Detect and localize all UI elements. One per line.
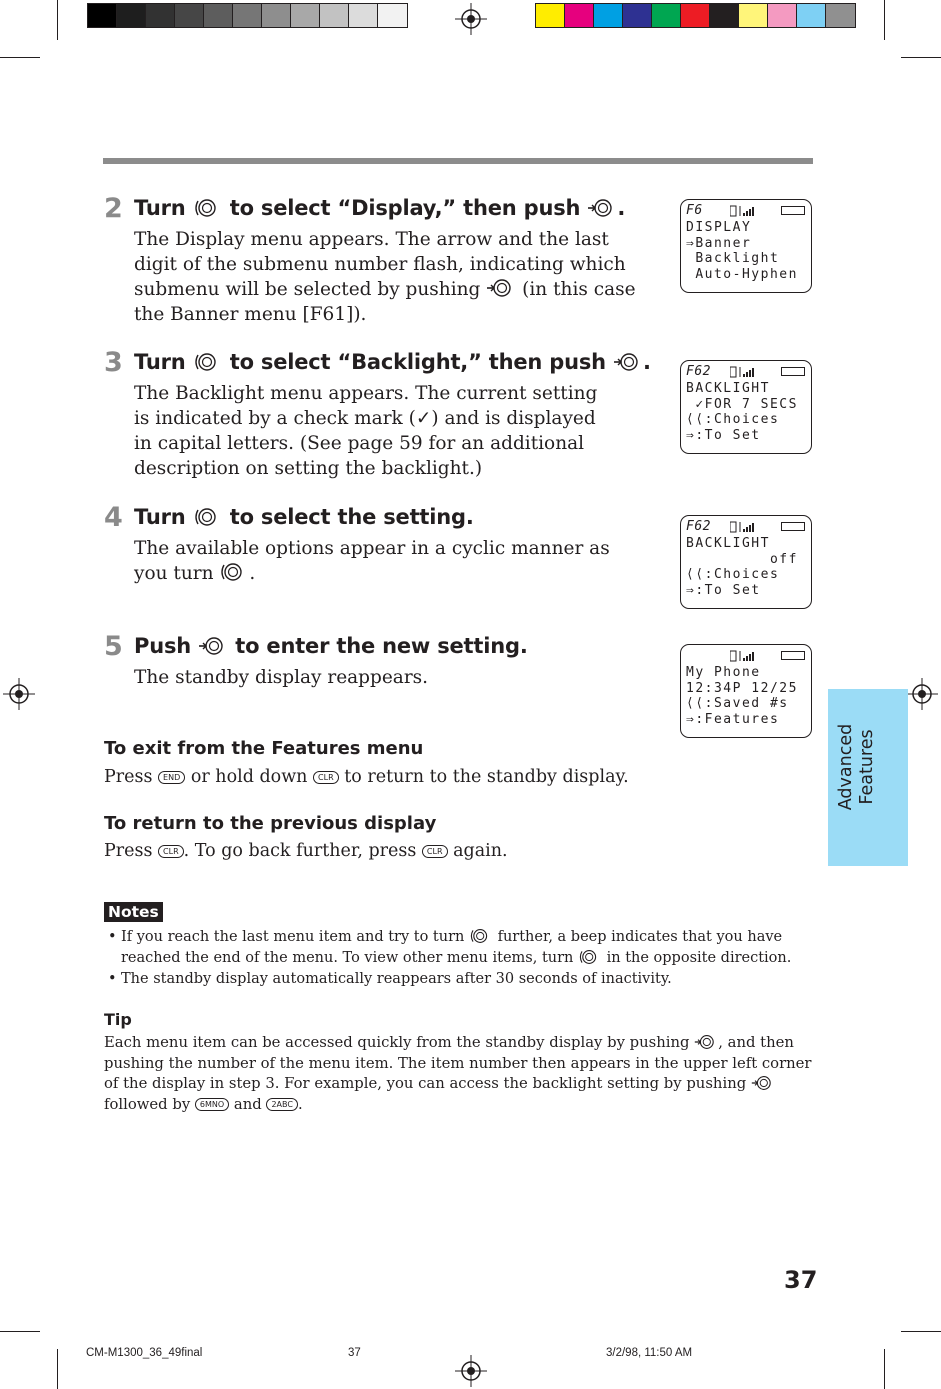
- lcd-line: ⇒:Features: [686, 711, 780, 727]
- color-swatch: [378, 4, 407, 27]
- color-swatch: [710, 4, 739, 27]
- heading-text: to enter the new setting.: [235, 634, 528, 658]
- crop-mark: [884, 0, 885, 40]
- step-body: [134, 536, 644, 586]
- color-swatch: [594, 4, 623, 27]
- clr-key-icon: CLR: [313, 771, 339, 784]
- body-text: . To go back further, press: [183, 841, 417, 861]
- step-heading: [134, 196, 625, 220]
- tip-text: .: [297, 1095, 303, 1113]
- crop-mark: [57, 0, 58, 40]
- back-paragraph: [104, 839, 508, 863]
- jog-dial-push-icon: [198, 636, 228, 656]
- jog-dial-turn-icon: [578, 949, 602, 965]
- heading-text: to select the setting.: [229, 505, 474, 529]
- registration-target-icon: [3, 678, 35, 710]
- crop-mark: [884, 1349, 885, 1389]
- crop-mark: [901, 1331, 941, 1332]
- heading-text: Turn: [134, 196, 186, 220]
- end-key-icon: END: [158, 771, 185, 784]
- registration-target-icon: [455, 1355, 487, 1387]
- step-body: [134, 665, 644, 690]
- tip-text: Each menu item can be accessed quickly from the standby display by pushing: [104, 1034, 690, 1051]
- heading-text: .: [643, 350, 651, 374]
- color-swatch: [768, 4, 797, 27]
- note-text: If you reach the last menu item and try to turn: [121, 929, 465, 945]
- battery-icon: [781, 206, 805, 215]
- lcd-line: Auto-Hyphen: [686, 266, 798, 282]
- slug-filename: CM-M1300_36_49final: [86, 1347, 203, 1359]
- step-heading: [134, 350, 651, 374]
- lcd-line: ⇒Banner: [686, 235, 752, 251]
- lcd-line: off: [686, 551, 798, 567]
- slug-date: 3/2/98, 11:50 AM: [606, 1347, 693, 1359]
- jog-dial-turn-icon: [193, 198, 223, 218]
- color-swatch: [320, 4, 349, 27]
- exit-paragraph: [104, 765, 629, 789]
- body-text: Press: [104, 767, 153, 787]
- tip-paragraph: [104, 1033, 816, 1115]
- heading-text: .: [617, 196, 626, 220]
- note-item: [104, 969, 804, 990]
- clr-key-icon: CLR: [158, 845, 184, 858]
- body-text: The Backlight menu appears. The current setting is indicated by a check mark (✓) and is displayed in capital letters. (See page 59 for an additional description on setting the backlight.): [134, 383, 598, 479]
- color-swatch: [681, 4, 710, 27]
- color-swatch: [536, 4, 565, 27]
- bullet: •: [108, 971, 117, 987]
- jog-dial-turn-icon: [469, 928, 493, 944]
- color-swatch: [175, 4, 204, 27]
- crop-mark: [901, 57, 941, 58]
- section-rule: [103, 158, 813, 164]
- note-item: [104, 927, 804, 969]
- registration-target-icon: [455, 3, 487, 35]
- color-swatch: [146, 4, 175, 27]
- note-text: in the opposite direction.: [606, 950, 792, 966]
- body-text: The Display menu appears. The arrow and the last digit of the submenu number flash, indicating which submenu will be selected by pushing: [134, 229, 626, 300]
- signal-strength-icon: [730, 650, 760, 662]
- jog-dial-push-icon: [587, 198, 617, 218]
- color-swatch: [797, 4, 826, 27]
- key-2-icon: 2ABC: [266, 1098, 298, 1111]
- lcd-line: 12:34P 12/25: [686, 680, 798, 696]
- lcd-screen-standby: [680, 644, 812, 738]
- signal-strength-icon: [730, 205, 760, 217]
- color-swatch: [204, 4, 233, 27]
- tip-text: and: [233, 1095, 262, 1113]
- body-text: again.: [453, 841, 508, 861]
- body-text: The standby display reappears.: [134, 667, 429, 688]
- tip-text: , and then pushing the number of the menu item. The item number then appears in the upper left corner of the display in step 3. For example, you can access the backlight setting by pushing: [104, 1034, 812, 1092]
- color-swatch: [652, 4, 681, 27]
- jog-dial-push-icon: [694, 1034, 718, 1050]
- tip-heading: Tip: [104, 1010, 132, 1029]
- crop-mark: [57, 1349, 58, 1389]
- color-swatch: [623, 4, 652, 27]
- side-tab-label: [836, 717, 878, 817]
- step-number: 3: [104, 347, 123, 378]
- color-swatch: [291, 4, 320, 27]
- step-heading: [134, 634, 528, 658]
- step-heading: [134, 505, 474, 529]
- body-text: The available options appear in a cyclic manner as you turn: [134, 538, 610, 584]
- gray-swatch-bar: [87, 3, 408, 28]
- battery-icon: [781, 522, 805, 531]
- body-text: to return to the standby display.: [344, 767, 629, 787]
- jog-dial-push-icon: [613, 352, 643, 372]
- crop-mark: [0, 1331, 40, 1332]
- color-swatch: [117, 4, 146, 27]
- heading-text: Turn: [134, 350, 186, 374]
- jog-dial-turn-icon: [219, 562, 249, 582]
- color-swatch: [262, 4, 291, 27]
- menu-number: F62: [686, 364, 711, 379]
- note-text: further, a beep indicates that you have reached the end of the menu. To view other menu items, turn: [121, 929, 783, 966]
- lcd-line: ⇒:To Set: [686, 427, 761, 443]
- side-tab-line: Features: [857, 729, 877, 805]
- body-text: .: [249, 563, 256, 584]
- slug-page: 37: [348, 1347, 361, 1359]
- clr-key-icon: CLR: [422, 845, 448, 858]
- jog-dial-turn-icon: [193, 352, 223, 372]
- side-tab-line: Advanced: [836, 723, 856, 811]
- jog-dial-push-icon: [751, 1075, 775, 1091]
- battery-icon: [781, 367, 805, 376]
- battery-icon: [781, 651, 805, 660]
- step-number: 4: [104, 502, 123, 533]
- exit-heading: To exit from the Features menu: [104, 738, 424, 759]
- color-swatch: [349, 4, 378, 27]
- color-swatch: [233, 4, 262, 27]
- body-text: Press: [104, 841, 153, 861]
- lcd-line: ⟨⟨:Saved #s: [686, 696, 789, 712]
- heading-text: to select “Display,” then push: [229, 196, 581, 220]
- note-text: The standby display automatically reappears after 30 seconds of inactivity.: [121, 971, 672, 987]
- lcd-screen-display-menu: [680, 199, 812, 293]
- color-swatch-bar: [535, 3, 856, 28]
- lcd-screen-backlight: [680, 360, 812, 454]
- signal-strength-icon: [730, 366, 760, 378]
- jog-dial-turn-icon: [193, 507, 223, 527]
- heading-text: Push: [134, 634, 191, 658]
- crop-mark: [0, 57, 40, 58]
- lcd-line: ✓FOR 7 SECS: [686, 396, 798, 412]
- color-swatch: [88, 4, 117, 27]
- registration-target-icon: [906, 678, 938, 710]
- key-6-icon: 6MNO: [195, 1098, 229, 1111]
- heading-text: Turn: [134, 505, 186, 529]
- lcd-line: BACKLIGHT: [686, 536, 770, 551]
- notes-label: Notes: [104, 902, 163, 922]
- color-swatch: [826, 4, 855, 27]
- body-text: (in this case the Banner menu [F61]).: [134, 279, 636, 325]
- body-text: or hold down: [190, 767, 308, 787]
- section-side-tab: [828, 689, 908, 866]
- color-swatch: [739, 4, 768, 27]
- lcd-screen-backlight-off: [680, 515, 812, 609]
- lcd-line: DISPLAY: [686, 220, 789, 235]
- lcd-line: My Phone: [686, 665, 761, 680]
- page-number: 37: [784, 1266, 818, 1294]
- step-body: [134, 227, 644, 327]
- bullet: •: [108, 929, 117, 945]
- step-body: [134, 381, 614, 481]
- lcd-line: ⇒:To Set: [686, 582, 761, 598]
- signal-strength-icon: [730, 521, 760, 533]
- heading-text: to select “Backlight,” then push: [229, 350, 606, 374]
- lcd-line: BACKLIGHT: [686, 381, 770, 396]
- back-heading: To return to the previous display: [104, 813, 437, 834]
- menu-number: F6: [686, 203, 703, 218]
- tip-text: followed by: [104, 1095, 191, 1113]
- lcd-line: ⟨⟨:Choices: [686, 567, 780, 583]
- lcd-line: ⟨⟨:Choices: [686, 412, 780, 428]
- step-number: 5: [104, 631, 123, 662]
- jog-dial-push-icon: [486, 278, 516, 298]
- color-swatch: [565, 4, 594, 27]
- step-number: 2: [104, 193, 123, 224]
- lcd-line: Backlight: [686, 251, 780, 267]
- menu-number: F62: [686, 519, 711, 534]
